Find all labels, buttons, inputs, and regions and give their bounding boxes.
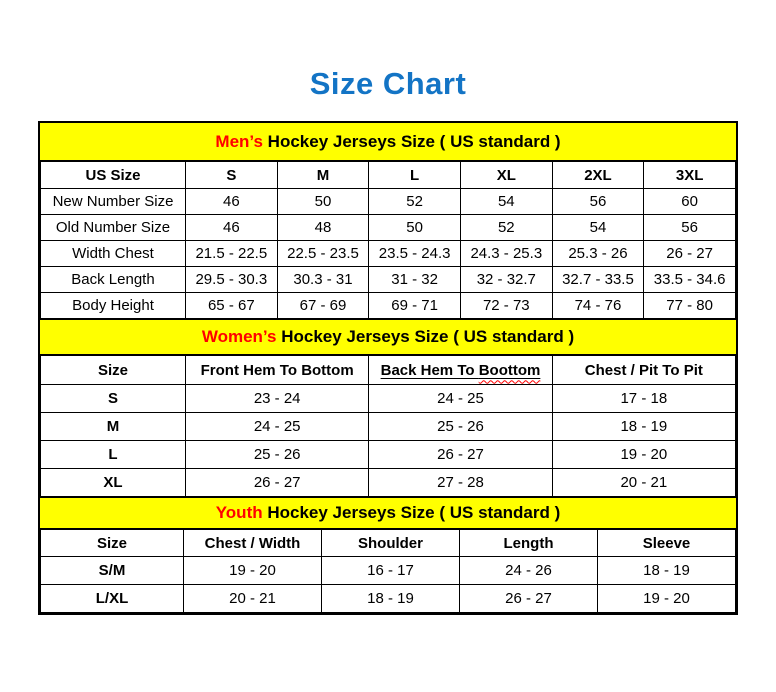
table-cell: 18 - 19 xyxy=(322,585,460,613)
table-cell: 32.7 - 33.5 xyxy=(552,267,644,293)
table-cell: 23.5 - 24.3 xyxy=(369,241,461,267)
row-label: S/M xyxy=(41,557,184,585)
table-cell: 32 - 32.7 xyxy=(460,267,552,293)
table-row xyxy=(41,189,736,215)
column-header-size: Size xyxy=(41,530,184,557)
table-cell: 20 - 21 xyxy=(184,585,322,613)
row-label: S xyxy=(41,385,186,413)
youth-banner-text: Hockey Jerseys Size ( US standard ) xyxy=(262,503,561,522)
table-cell: 25.3 - 26 xyxy=(552,241,644,267)
youth-header-row xyxy=(41,530,736,557)
table-row xyxy=(41,469,736,497)
table-cell: 23 - 24 xyxy=(186,385,369,413)
table-cell: 77 - 80 xyxy=(644,293,736,319)
table-cell: 30.3 - 31 xyxy=(277,267,369,293)
back-hem-misspelled-word: Boottom xyxy=(478,361,541,379)
column-header-back-hem xyxy=(369,356,552,385)
table-cell: 18 - 19 xyxy=(552,413,735,441)
table-cell: 18 - 19 xyxy=(598,557,736,585)
column-header-l: L xyxy=(369,162,461,189)
womens-section-banner xyxy=(40,319,736,355)
table-cell: 52 xyxy=(460,215,552,241)
column-header-xl: XL xyxy=(460,162,552,189)
youth-size-table xyxy=(40,529,736,613)
table-cell: 26 - 27 xyxy=(460,585,598,613)
mens-size-table xyxy=(40,161,736,319)
page-title: Size Chart xyxy=(309,66,467,101)
table-cell: 26 - 27 xyxy=(186,469,369,497)
table-cell: 22.5 - 23.5 xyxy=(277,241,369,267)
column-header-shoulder: Shoulder xyxy=(322,530,460,557)
table-cell: 54 xyxy=(460,189,552,215)
womens-banner-highlight: Women’s xyxy=(201,327,277,346)
table-cell: 46 xyxy=(186,215,278,241)
row-label: Old Number Size xyxy=(41,215,186,241)
column-header-3xl: 3XL xyxy=(644,162,736,189)
row-label: New Number Size xyxy=(41,189,186,215)
table-cell: 69 - 71 xyxy=(369,293,461,319)
column-header-m: M xyxy=(277,162,369,189)
column-header-chest-pit: Chest / Pit To Pit xyxy=(552,356,735,385)
row-label: M xyxy=(41,413,186,441)
table-row xyxy=(41,413,736,441)
table-cell: 16 - 17 xyxy=(322,557,460,585)
table-row xyxy=(41,215,736,241)
size-chart-container xyxy=(38,121,738,615)
womens-size-table xyxy=(40,355,736,497)
table-row xyxy=(41,441,736,469)
table-row xyxy=(41,385,736,413)
table-cell: 19 - 20 xyxy=(552,441,735,469)
table-cell: 21.5 - 22.5 xyxy=(186,241,278,267)
table-cell: 17 - 18 xyxy=(552,385,735,413)
column-header-sleeve: Sleeve xyxy=(598,530,736,557)
column-header-size: Size xyxy=(41,356,186,385)
youth-banner-highlight: Youth xyxy=(215,503,263,522)
table-cell: 26 - 27 xyxy=(644,241,736,267)
mens-section-banner xyxy=(40,123,736,161)
mens-header-row xyxy=(41,162,736,189)
table-cell: 25 - 26 xyxy=(186,441,369,469)
row-label: Back Length xyxy=(41,267,186,293)
table-cell: 24 - 26 xyxy=(460,557,598,585)
table-cell: 56 xyxy=(644,215,736,241)
table-cell: 25 - 26 xyxy=(369,413,552,441)
table-cell: 24.3 - 25.3 xyxy=(460,241,552,267)
womens-banner-text: Hockey Jerseys Size ( US standard ) xyxy=(276,327,575,346)
table-row xyxy=(41,267,736,293)
column-header-front-hem: Front Hem To Bottom xyxy=(186,356,369,385)
table-row xyxy=(41,557,736,585)
table-cell: 24 - 25 xyxy=(186,413,369,441)
table-cell: 72 - 73 xyxy=(460,293,552,319)
table-cell: 19 - 20 xyxy=(598,585,736,613)
row-label: L/XL xyxy=(41,585,184,613)
table-cell: 56 xyxy=(552,189,644,215)
column-header-length: Length xyxy=(460,530,598,557)
table-cell: 29.5 - 30.3 xyxy=(186,267,278,293)
back-hem-prefix: Back Hem To xyxy=(380,361,479,379)
column-header-2xl: 2XL xyxy=(552,162,644,189)
table-cell: 74 - 76 xyxy=(552,293,644,319)
table-cell: 26 - 27 xyxy=(369,441,552,469)
table-row xyxy=(41,585,736,613)
row-label: Width Chest xyxy=(41,241,186,267)
column-header-chest-width: Chest / Width xyxy=(184,530,322,557)
mens-banner-text: Hockey Jerseys Size ( US standard ) xyxy=(262,131,561,151)
table-row xyxy=(41,293,736,319)
row-label: Body Height xyxy=(41,293,186,319)
column-header-us-size: US Size xyxy=(41,162,186,189)
table-cell: 20 - 21 xyxy=(552,469,735,497)
table-row xyxy=(41,241,736,267)
table-cell: 46 xyxy=(186,189,278,215)
table-cell: 67 - 69 xyxy=(277,293,369,319)
table-cell: 50 xyxy=(369,215,461,241)
table-cell: 60 xyxy=(644,189,736,215)
table-cell: 65 - 67 xyxy=(186,293,278,319)
womens-header-row xyxy=(41,356,736,385)
mens-banner-highlight: Men’s xyxy=(215,131,263,151)
table-cell: 48 xyxy=(277,215,369,241)
table-cell: 33.5 - 34.6 xyxy=(644,267,736,293)
row-label: L xyxy=(41,441,186,469)
table-cell: 54 xyxy=(552,215,644,241)
table-cell: 24 - 25 xyxy=(369,385,552,413)
table-cell: 19 - 20 xyxy=(184,557,322,585)
table-cell: 27 - 28 xyxy=(369,469,552,497)
table-cell: 31 - 32 xyxy=(369,267,461,293)
youth-section-banner xyxy=(40,497,736,529)
table-cell: 50 xyxy=(277,189,369,215)
row-label: XL xyxy=(41,469,186,497)
table-cell: 52 xyxy=(369,189,461,215)
column-header-s: S xyxy=(186,162,278,189)
